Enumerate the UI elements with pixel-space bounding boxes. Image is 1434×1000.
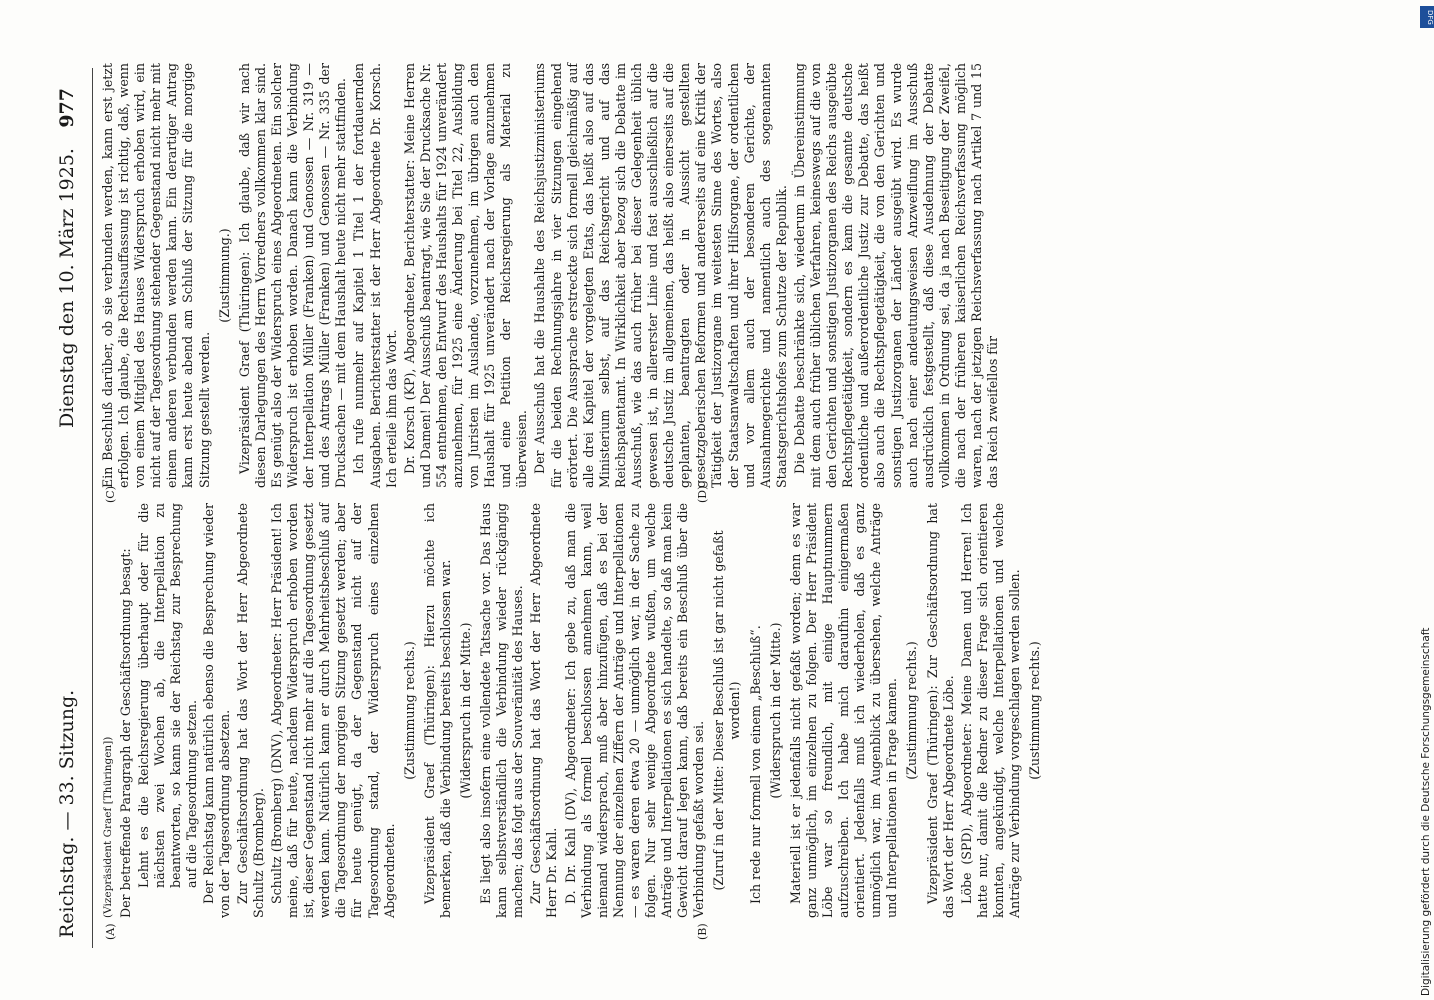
page-number: 977 bbox=[56, 88, 78, 128]
page-header bbox=[56, 68, 86, 948]
column-left bbox=[100, 503, 1047, 918]
paragraph: Ein Beschluß darüber, ob sie verbunden werden, kann erst jetzt erfolgen. Ich glaube, die Rechtsauffassung ist richtig, daß, wenn von einem Mitglied des Hauses Widerspruch erhoben wird, ein nicht auf der Tagesordnung stehender Gegenstand nicht mehr mit einem anderen verbunden werden kann. Ein derartiger Antrag kann erst heute abend am Schluß der Sitzung für die morgige Sitzung gestellt werden. bbox=[100, 63, 212, 488]
paragraph: (Zustimmung rechts.) bbox=[904, 641, 920, 780]
paragraph: Der Ausschuß hat die Haushalte des Reichsjustizministeriums für die beiden Rechnungsjahre in vier Sitzungen eingehend erörtert. Die Aussprache erstreckte sich formell gleichmäßig auf alle drei Kapitel der vorgelegten Etats, das heißt also auf das Ministerium selbst, auf das Reichsgericht und auf das Reichspatentamt. In Wirklichkeit aber bezog sich die Debatte im Ausschuß, wie das auch früher bei dieser Gelegenheit üblich gewesen ist, in allererster Linie und fast ausschließlich auf die deutsche Justiz im allgemeinen, das heißt also einerseits auf die geplanten, beantragten oder in Aussicht gestellten gesetzgeberischen Reformen und andererseits auf eine Kritik der Tätigkeit der Justizorgane im weitesten Sinne des Wortes, also der Staatsanwaltschaften und ihrer Hilfsorgane, der ordentlichen und vor allem auch der besonderen Gerichte, der Ausnahmegerichte und namentlich auch des sogenannten Staatsgerichtshofes zum Schutze der Republik. bbox=[532, 63, 789, 488]
paragraph: (Widerspruch in der Mitte.) bbox=[767, 622, 783, 799]
paragraph: Löbe (SPD), Abgeordneter: Meine Damen und Herren! Ich hatte nur, damit die Redner zu dieser Frage sich orientieren konnten, angekündigt, welche Interpellationen und welche Anträge zur Verbindung vorgeschlagen werden sollen. bbox=[958, 503, 1022, 918]
paragraph: Der Reichstag kann natürlich ebenso die Besprechung wieder von der Tagesordnung absetzen. bbox=[200, 503, 232, 918]
rotated-page bbox=[56, 63, 1306, 948]
paragraph: Materiell ist er jedenfalls nicht gefaßt worden; denn es war ganz unmöglich, im einzelnen zu folgen. Der Herr Präsident Löbe war so freundlich, mit einige Hauptnummern aufzuschreiben. Ich habe mich daraufhin einigermaßen orientiert. Jedenfalls muß ich wiederholen, daß es ganz unmöglich war, im Augenblick zu übersehen, welche Anträge und Interpellationen in Frage kamen. bbox=[787, 503, 900, 918]
paragraph: (Zustimmung.) bbox=[216, 228, 232, 323]
margin-a: (A) bbox=[104, 923, 117, 940]
paragraph: Vizepräsident Graef (Thüringen): Ich glaube, daß wir nach diesen Darlegungen des Herrn Vorredners vollkommen klar sind. Es genügt also der Widerspruch eines Abgeordneten. Ein solcher Widerspruch ist erhoben worden. Danach kann die Verbindung der Interpellation Müller (Franken) und Genossen — Nr. 319 — und des Antrags Müller (Franken) und Genossen — Nr. 335 der Drucksachen — mit dem Haushalt heute nicht mehr stattfinden. bbox=[236, 63, 349, 488]
margin-d: (D) bbox=[696, 485, 709, 503]
paragraph: (Vizepräsident Graef [Thüringen]) bbox=[102, 736, 114, 918]
paragraph: Es liegt also insofern eine vollendete Tatsache vor. Das Haus kann selbstverständlich die Verbindung wieder rückgängig machen; das folgt aus der Souveränität des Hauses. bbox=[478, 503, 526, 918]
margin-c: (C) bbox=[104, 486, 117, 503]
dfg-logo: DFG bbox=[1420, 6, 1434, 28]
paragraph: Der betreffende Paragraph der Geschäftsordnung besagt: bbox=[118, 548, 134, 918]
paragraph: Dr. Korsch (KP), Abgeordneter, Berichterstatter: Meine Herren und Damen! Der Ausschuß beantragt, wie Sie der Drucksache Nr. 554 entnehmen, den Entwurf des Haushalts für 1924 unverändert anzunehmen, für 1925 eine Änderung bei Titel 22, Ausbildung von Juristen im Auslande, vorzunehmen, im übrigen auch den Haushalt für 1925 unverändert nach der Vorlage anzunehmen und eine Petition der Reichsregierung als Material zu überweisen. bbox=[401, 63, 530, 488]
paragraph: Lehnt es die Reichsregierung überhaupt oder für die nächsten zwei Wochen ab, die Interpellation zu beantworten, so kann sie der Reichstag zur Besprechung auf die Tagesordnung setzen. bbox=[136, 503, 200, 888]
digitization-watermark bbox=[1420, 6, 1434, 996]
paragraph: Ich rufe nunmehr auf Kapitel 1 Titel 1 der fortdauernden Ausgaben. Berichterstatter ist der Herr Abgeordnete Dr. Korsch. Ich erteile ihm das Wort. bbox=[351, 63, 399, 488]
paragraph: Zur Geschäftsordnung hat das Wort der Herr Abgeordnete Schultz (Bromberg). bbox=[234, 503, 266, 918]
column-right bbox=[100, 63, 1003, 488]
paragraph: D. Dr. Kahl (DV), Abgeordneter: Ich gebe zu, daß man die Verbindung als formell beschlossen annehmen kann, weil niemand widersprach, muß aber hinzufügen, daß es bei der Nennung der einzelnen Ziffern der Anträge und Interpellationen — es waren deren etwa 20 — unmöglich war, in der Sache zu folgen. Nur sehr wenige Abgeordnete wußten, um welche Anträge und Interpellationen es sich handelte, so daß man kein Gewicht darauf legen kann, daß bereits ein Beschluß über die Verbindung gefaßt worden sei. bbox=[562, 503, 707, 918]
paragraph: Ich rede nur formell von einem „Beschluß“. bbox=[747, 625, 763, 904]
margin-b: (B) bbox=[696, 923, 709, 940]
paragraph: Schultz (Bromberg) (DNV), Abgeordneter: Herr Präsident! Ich meine, daß für heute, nachdem Widerspruch erhoben worden ist, dieser Gegenstand nicht mehr auf die Tagesordnung gesetzt werden kann. Natürlich kann er durch Mehrheitsbeschluß auf die Tagesordnung der morgigen Sitzung gesetzt werden; aber für heute genügt, da der Gegenstand nicht auf der Tagesordnung stand, der Widerspruch eines einzelnen Abgeordneten. bbox=[268, 503, 397, 918]
paragraph: Die Debatte beschränkte sich, wiederum in Übereinstimmung mit dem auch früher üblichen Verfahren, keineswegs auf die von den Gerichten und sonstigen Justizorganen des Reichs ausgeübte Rechtspflegetätigkeit, sondern es kam die gesamte deutsche ordentliche und außerordentliche Justiz zur Debatte, das heißt also auch die Rechtspflegetätigkeit, die von den Gerichten und sonstigen Justizorganen der Länder ausgeübt wird. Es wurde auch nach einer andeutungsweisen Anzweiflung im Ausschuß ausdrücklich festgestellt, daß diese Ausdehnung der Debatte vollkommen in Ordnung sei, da ja nach Beseitigung der Zweifel, die nach der früheren kaiserlichen Reichsverfassung möglich waren, nach der jetzigen Reichsverfassung nach Artikel 7 und 15 das Reich zweifellos für bbox=[791, 63, 1001, 488]
watermark-text: Digitalisierung gefördert durch die Deutsche Forschungsgemeinschaft bbox=[1420, 627, 1432, 996]
paragraph: (Zustimmung rechts.) bbox=[401, 641, 417, 780]
paragraph: Zur Geschäftsordnung hat das Wort der Herr Abgeordnete Herr Dr. Kahl. bbox=[528, 503, 560, 918]
paragraph: Vizepräsident Graef (Thüringen): Zur Geschäftsordnung hat das Wort der Herr Abgeordnete Löbe. bbox=[924, 503, 956, 918]
paragraph: (Widerspruch in der Mitte.) bbox=[457, 622, 473, 799]
header-center: Dienstag den 10. März 1925. bbox=[56, 148, 78, 428]
paragraph: (Zuruf in der Mitte: Dieser Beschluß ist gar nicht gefaßt worden!) bbox=[711, 530, 743, 891]
header-left: Reichstag. — 33. Sitzung. bbox=[56, 689, 78, 938]
header-rule bbox=[92, 68, 93, 948]
paragraph: Vizepräsident Graef (Thüringen): Hierzu möchte ich bemerken, daß die Verbindung bereits beschlossen war. bbox=[421, 503, 453, 918]
paragraph: (Zustimmung rechts.) bbox=[1027, 641, 1043, 780]
